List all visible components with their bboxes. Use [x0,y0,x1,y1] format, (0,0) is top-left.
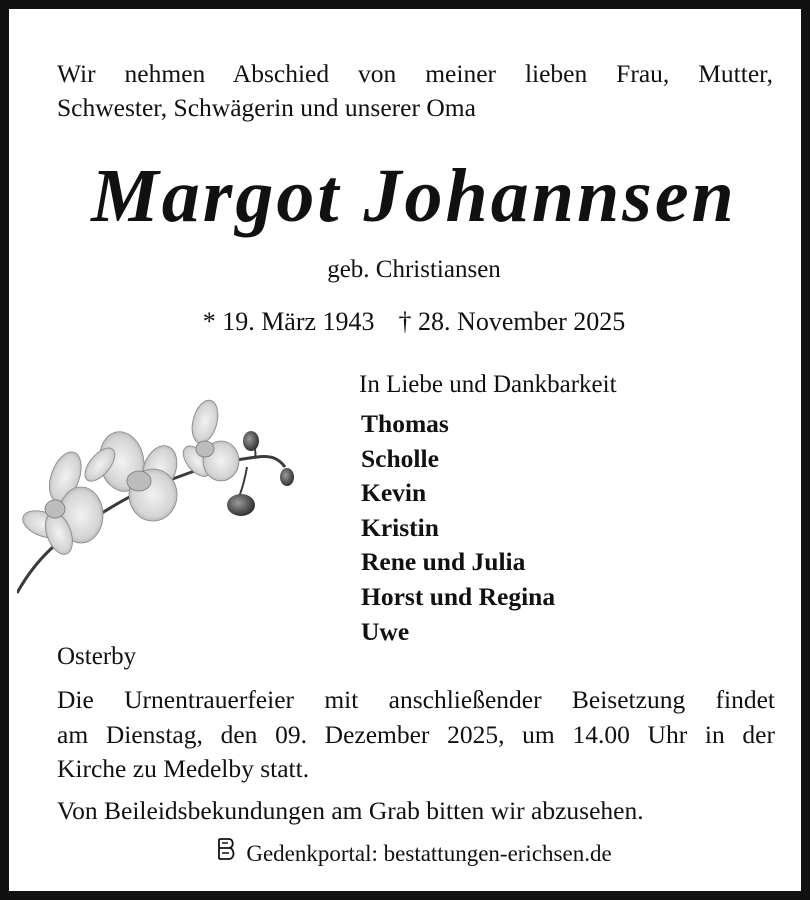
ceremony-line-2: am Dienstag, den 09. Dezember 2025, um 14.00 Uhr in der [57,719,775,749]
intro-line-1: Wir nehmen Abschied von meiner lieben Frau, Mutter, [57,59,773,88]
mourner-name: Kristin [361,512,439,542]
mourner-name: Kevin [361,478,427,508]
ceremony-line-3: Kirche zu Medelby statt. [57,754,310,783]
mourners-list [361,407,555,649]
portal-link[interactable]: Gedenkportal: bestattungen-erichsen.de [246,841,612,866]
life-dates [9,305,810,339]
deceased-name: Margot Johannsen [91,154,737,238]
b-logo-icon [216,837,238,870]
ceremony-line-1: Die Urnentrauerfeier mit anschließender Beisetzung findet [57,685,775,714]
birth-date: * 19. März 1943 [202,307,375,336]
orchid-branch-image [17,397,307,597]
dedication: In Liebe und Dankbarkeit [359,371,617,398]
condolence-note: Von Beileidsbekundungen am Grab bitten wir abzusehen. [57,796,644,825]
mourner-name: Horst und Regina [361,581,556,611]
orchid-image [17,397,307,602]
memorial-portal [9,838,810,872]
mourner-name: Scholle [361,443,439,473]
death-date: † 28. November 2025 [398,307,626,336]
intro-text [57,57,773,125]
birth-name: geb. Christiansen [327,256,501,283]
intro-line-2: Schwester, Schwägerin und unserer Oma [57,93,476,122]
mourner-name: Uwe [361,616,410,646]
mourner-name: Thomas [361,409,449,438]
place: Osterby [57,643,137,670]
mourner-name: Rene und Julia [361,547,526,577]
ceremony-text [57,683,775,787]
